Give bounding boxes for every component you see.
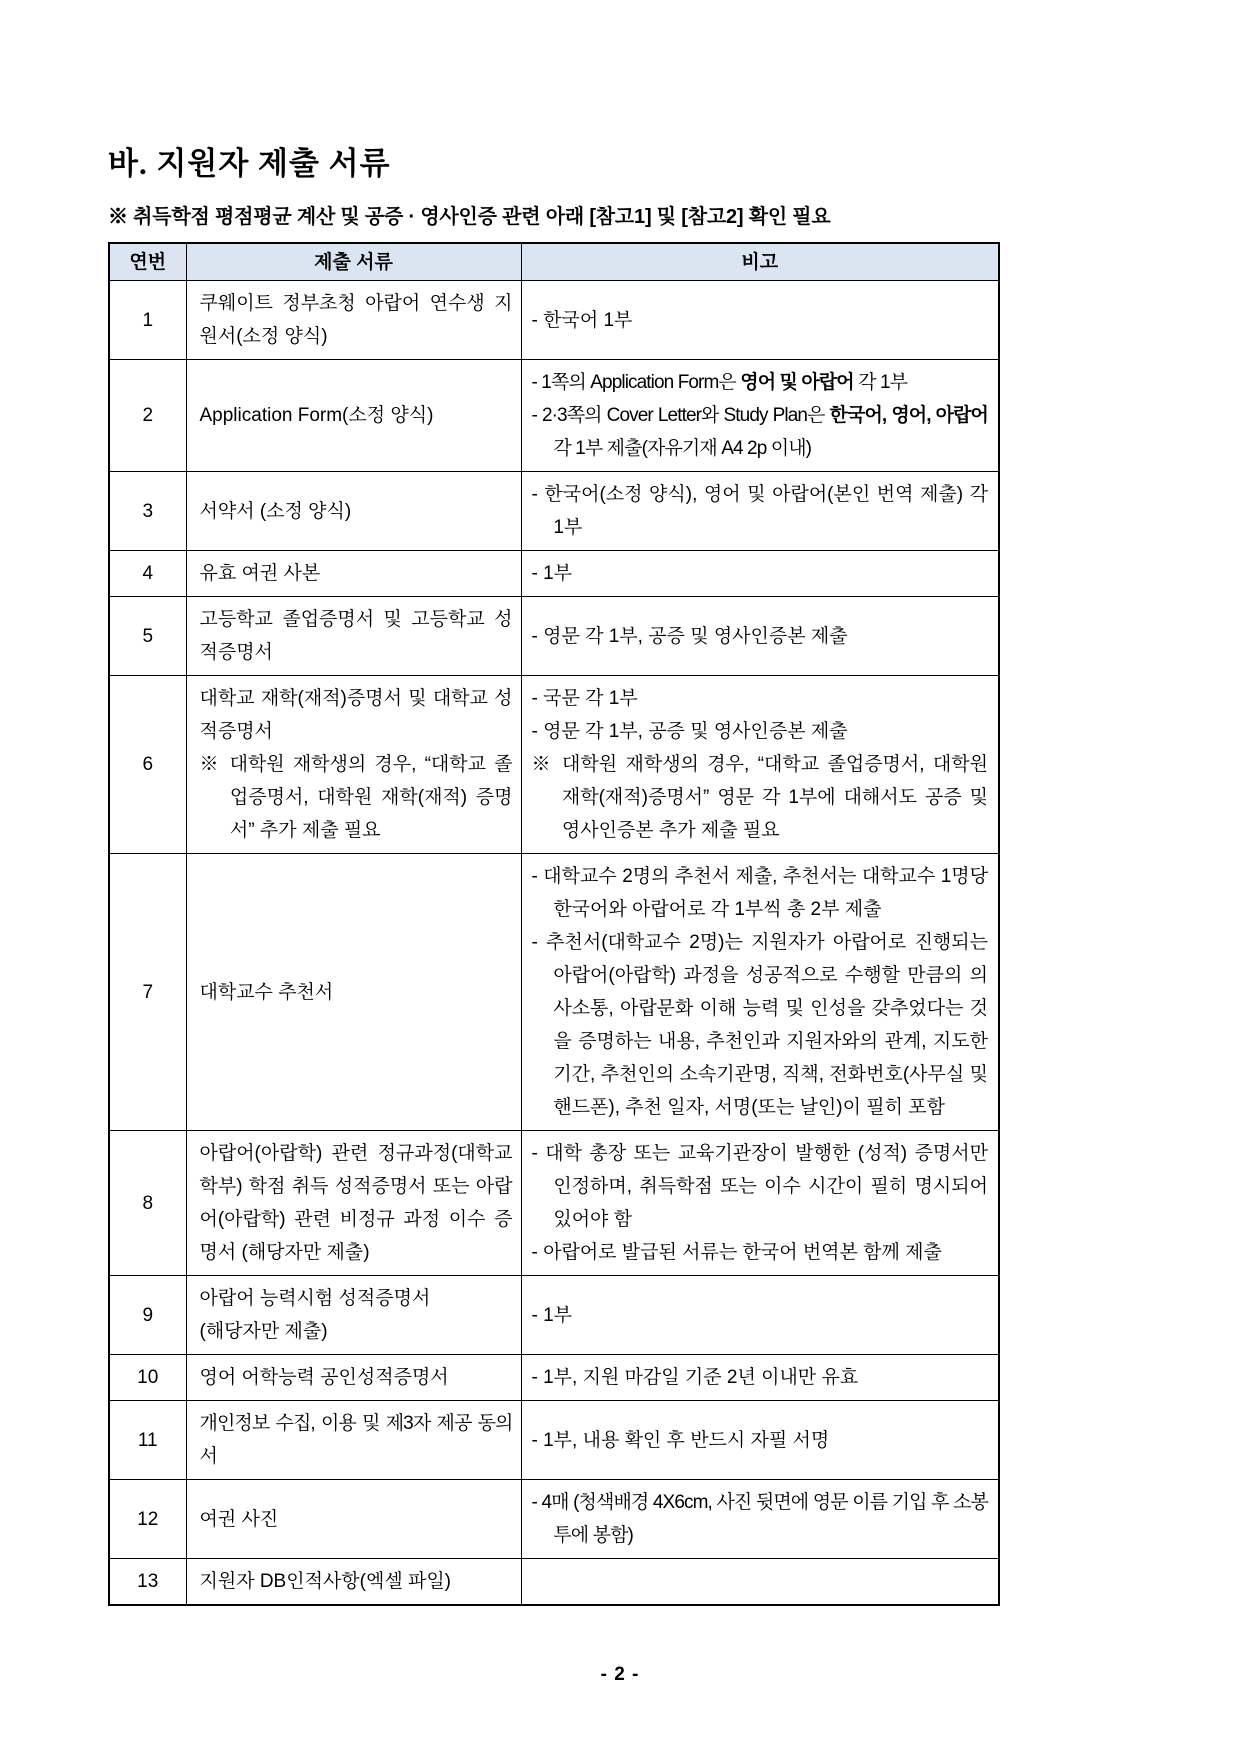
remarks-line: - 한국어 1부: [531, 309, 633, 331]
document-line: 여권 사진: [199, 1508, 279, 1530]
table-row: [109, 1131, 999, 1276]
remarks-cell: [521, 551, 999, 597]
remarks-line: - 추천서(대학교수 2명)는 지원자가 아랍어로 진행되는 아랍어(아랍학) 과정을 성공적으로 수행할 만큼의 의사소통, 아랍문화 이해 능력 및 인성을 갖추었다는 것을 증명하는 내용, 추천인과 지원자와의 관계, 지도한 기간, 추천인의 소속기관명, 직책, 전화번호(사무실 및 핸드폰), 추천 일자, 서명(또는 날인)이 필히 포함: [531, 932, 988, 1118]
document-cell: [186, 1355, 521, 1401]
document-line: 대학교 재학(재적)증명서 및 대학교 성적증명서: [199, 688, 513, 742]
table-row: [109, 1480, 999, 1559]
document-line: 유효 여권 사본: [199, 563, 321, 584]
row-number-cell: 6: [109, 676, 186, 854]
table-row: [109, 854, 999, 1131]
remarks-cell: [521, 1131, 999, 1276]
table-row: [109, 472, 999, 551]
document-cell: [186, 1401, 521, 1480]
remarks-cell: [521, 854, 999, 1131]
document-line: 대학교수 추천서: [199, 981, 334, 1003]
remarks-cell: [521, 1559, 999, 1606]
remarks-cell: [521, 472, 999, 551]
row-number-cell: 12: [109, 1480, 186, 1559]
row-number-cell: 3: [109, 472, 186, 551]
remarks-cell: [521, 676, 999, 854]
document-line: 고등학교 졸업증명서 및 고등학교 성적증명서: [199, 609, 513, 663]
remarks-line: - 한국어(소정 양식), 영어 및 아랍어(본인 번역 제출) 각 1부: [531, 484, 988, 538]
row-number-cell: 4: [109, 551, 186, 597]
table-row: [109, 1276, 999, 1355]
note-line: ※ 취득학점 평점평균 계산 및 공증 · 영사인증 관련 아래 [참고1] 및 [참고2] 확인 필요: [108, 206, 831, 228]
document-line: (해당자만 제출): [199, 1321, 328, 1342]
remarks-line: - 대학교수 2명의 추천서 제출, 추천서는 대학교수 1명당 한국어와 아랍어로 각 1부씩 총 2부 제출: [531, 866, 988, 920]
document-cell: [186, 1276, 521, 1355]
remarks-line: - 4매 (청색배경 4X6cm, 사진 뒷면에 영문 이름 기입 후 소봉투에 봉함): [531, 1492, 988, 1546]
remarks-cell: [521, 360, 999, 472]
remarks-line: - 1쪽의 Application Form은 영어 및 아랍어 각 1부: [531, 372, 908, 393]
document-cell: [186, 472, 521, 551]
remarks-line: - 1부, 내용 확인 후 반드시 자필 서명: [531, 1429, 830, 1451]
document-line: 아랍어(아랍학) 관련 정규과정(대학교 학부) 학점 취득 성적증명서 또는 아랍어(아랍학) 관련 비정규 과정 이수 증명서 (해당자만 제출): [199, 1143, 513, 1263]
document-line: 개인정보 수집, 이용 및 제3자 제공 동의서: [199, 1413, 513, 1467]
row-number-cell: 1: [109, 281, 186, 360]
document-cell: [186, 597, 521, 676]
remarks-line: ※ 대학원 재학생의 경우, “대학교 졸업증명서, 대학원 재학(재적)증명서” 영문 각 1부에 대해서도 공증 및 영사인증본 추가 제출 필요: [531, 754, 988, 841]
remarks-line: - 국문 각 1부: [531, 688, 638, 709]
document-cell: [186, 281, 521, 360]
remarks-cell: [521, 1276, 999, 1355]
page-title: 바. 지원자 제출 서류: [108, 146, 391, 181]
row-number-cell: 11: [109, 1401, 186, 1480]
remarks-cell: [521, 1401, 999, 1480]
table-row: [109, 281, 999, 360]
row-number-cell: 10: [109, 1355, 186, 1401]
remarks-line: - 아랍어로 발급된 서류는 한국어 번역본 함께 제출: [531, 1242, 942, 1263]
document-cell: [186, 676, 521, 854]
document-line: 아랍어 능력시험 성적증명서: [199, 1288, 431, 1309]
remarks-line: - 영문 각 1부, 공증 및 영사인증본 제출: [531, 721, 848, 742]
remarks-line: - 2·3쪽의 Cover Letter와 Study Plan은 한국어, 영어, 아랍어 각 1부 제출(자유기재 A4 2p 이내): [531, 405, 988, 459]
row-number-cell: 8: [109, 1131, 186, 1276]
document-cell: [186, 1480, 521, 1559]
remarks-cell: [521, 281, 999, 360]
header-cell-no: 연번: [109, 243, 186, 281]
header-cell-document: 제출 서류: [186, 243, 521, 281]
table-row: [109, 551, 999, 597]
remarks-cell: [521, 597, 999, 676]
header-cell-remarks: 비고: [521, 243, 999, 281]
row-number-cell: 5: [109, 597, 186, 676]
table-body: [109, 281, 999, 1606]
document-line: 서약서 (소정 양식): [199, 500, 352, 522]
table-row: [109, 597, 999, 676]
table-row: [109, 1355, 999, 1401]
document-cell: [186, 1131, 521, 1276]
documents-table: [108, 242, 1000, 1606]
remarks-line: - 영문 각 1부, 공증 및 영사인증본 제출: [531, 625, 848, 647]
document-line: 지원자 DB인적사항(엑셀 파일): [199, 1571, 452, 1592]
remarks-cell: [521, 1480, 999, 1559]
document-cell: [186, 551, 521, 597]
page-number: - 2 -: [600, 1664, 640, 1685]
table-row: [109, 1559, 999, 1606]
table-row: [109, 360, 999, 472]
document-line: ※ 대학원 재학생의 경우, “대학교 졸업증명서, 대학원 재학(재적) 증명서” 추가 제출 필요: [199, 754, 513, 841]
row-number-cell: 2: [109, 360, 186, 472]
row-number-cell: 13: [109, 1559, 186, 1606]
remarks-line: - 대학 총장 또는 교육기관장이 발행한 (성적) 증명서만 인정하며, 취득학점 또는 이수 시간이 필히 명시되어 있어야 함: [531, 1143, 988, 1230]
document-cell: [186, 360, 521, 472]
table-row: [109, 676, 999, 854]
table-row: [109, 1401, 999, 1480]
document-cell: [186, 1559, 521, 1606]
table-header-row: [109, 243, 999, 281]
document-line: 쿠웨이트 정부초청 아랍어 연수생 지원서(소정 양식): [199, 293, 513, 347]
row-number-cell: 7: [109, 854, 186, 1131]
row-number-cell: 9: [109, 1276, 186, 1355]
remarks-line: - 1부: [531, 563, 573, 584]
remarks-cell: [521, 1355, 999, 1401]
document-cell: [186, 854, 521, 1131]
remarks-line: - 1부, 지원 마감일 기준 2년 이내만 유효: [531, 1367, 859, 1388]
document-line: Application Form(소정 양식): [199, 405, 434, 426]
remarks-line: - 1부: [531, 1304, 573, 1326]
document-line: 영어 어학능력 공인성적증명서: [199, 1367, 449, 1388]
